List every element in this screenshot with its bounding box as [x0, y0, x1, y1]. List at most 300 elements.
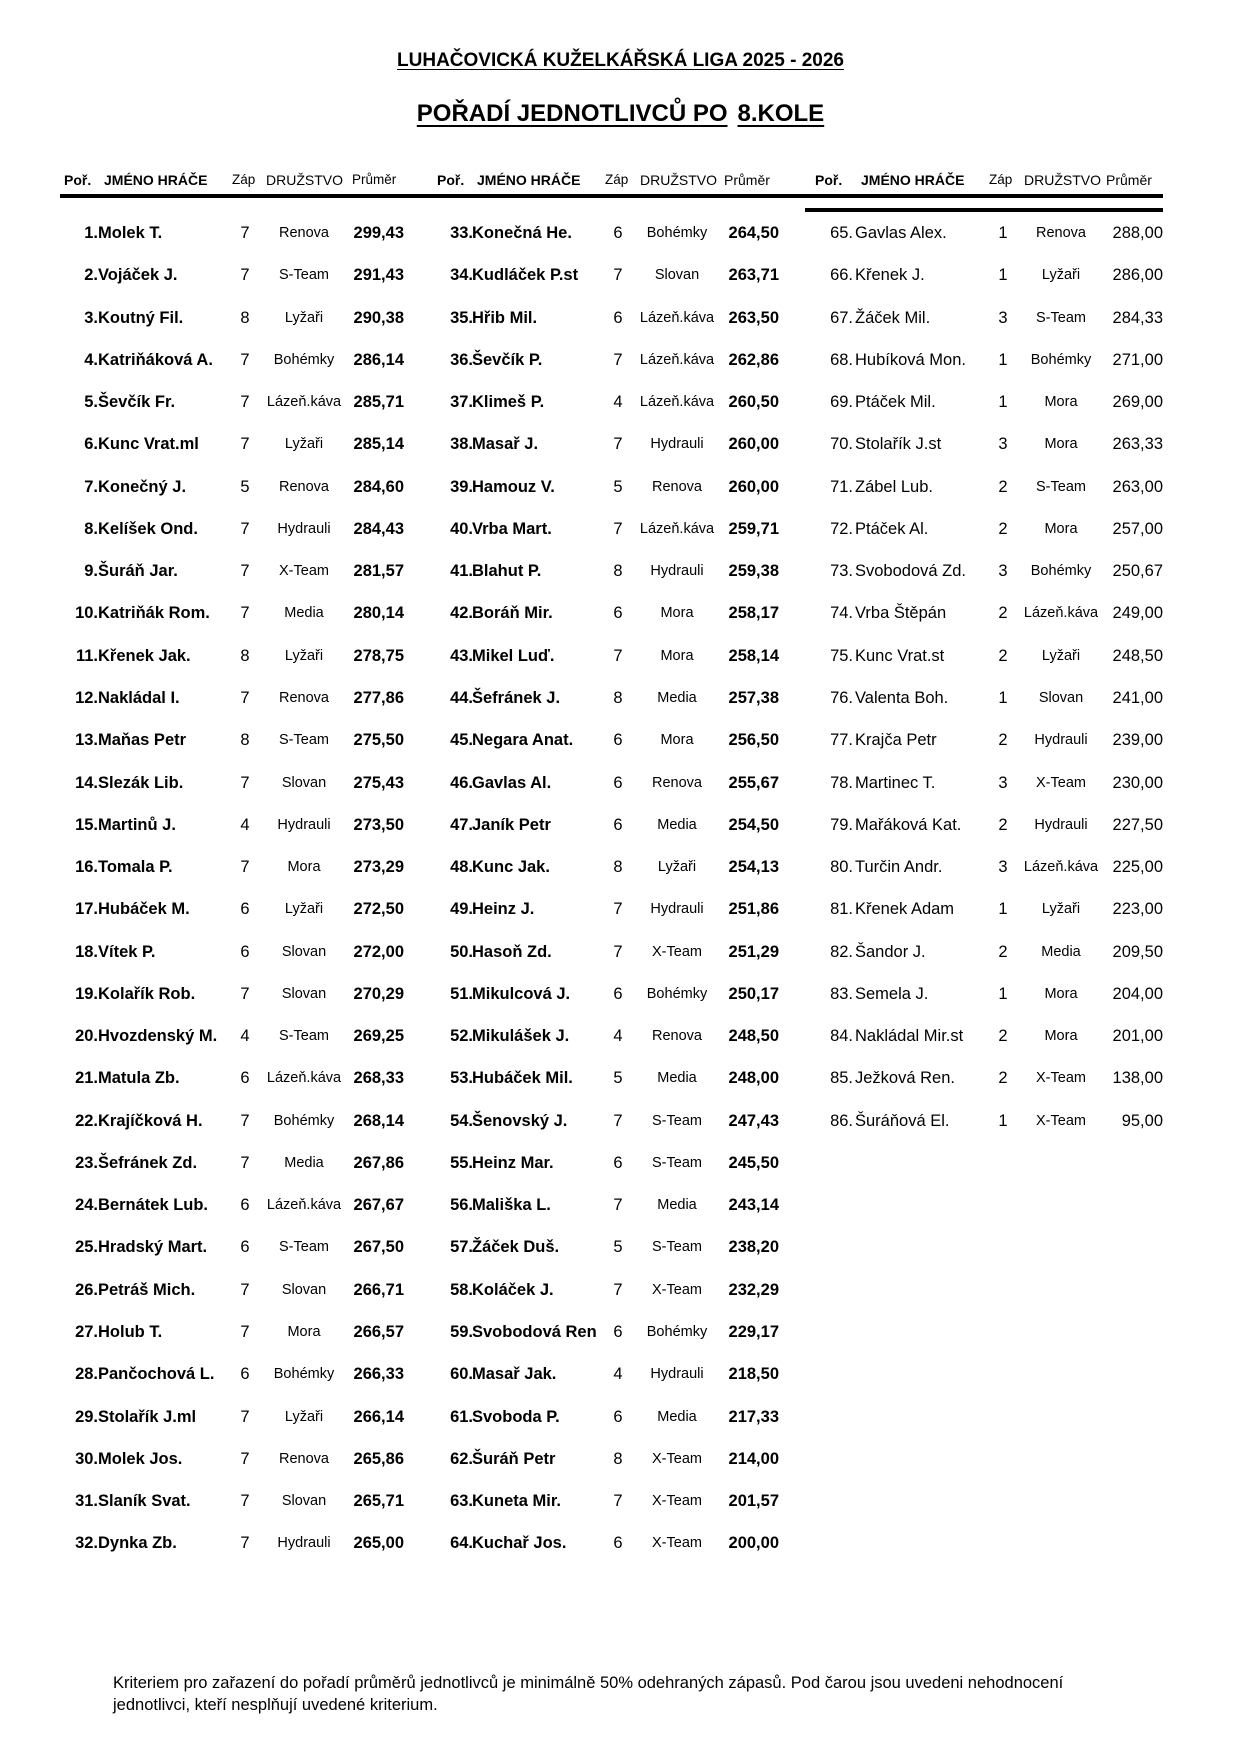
player-name: Valenta Boh.	[855, 688, 949, 707]
player-name: Masař Jak.	[472, 1365, 557, 1384]
games-played: 2	[998, 942, 1008, 961]
average-score: 254,50	[728, 815, 779, 834]
player-name: Hubíková Mon.	[855, 350, 966, 369]
team-name: Lyžaři	[1041, 267, 1081, 284]
average-score: 258,14	[728, 646, 779, 665]
average-score: 248,50	[1112, 646, 1163, 665]
player-name: Hvozdenský M.	[98, 1027, 218, 1046]
team-name: Mora	[287, 859, 321, 876]
player-name: Koutný Fil.	[98, 308, 184, 327]
team-name: Lázeň.káva	[639, 394, 715, 411]
average-score: 248,00	[728, 1069, 779, 1088]
player-name: Mikulášek J.	[472, 1027, 570, 1046]
rank-cell: 63.	[450, 1492, 473, 1511]
header-games-col2: Záp	[605, 172, 629, 187]
average-score: 265,71	[353, 1492, 404, 1511]
team-name: Mora	[660, 605, 694, 622]
team-name: Lázeň.káva	[266, 394, 342, 411]
games-played: 4	[613, 1027, 623, 1046]
average-score: 272,00	[353, 942, 404, 961]
rank-cell: 24.	[75, 1196, 98, 1215]
player-name: Molek Jos.	[98, 1449, 183, 1468]
average-score: 268,14	[353, 1111, 404, 1130]
team-name: Bohémky	[273, 1112, 335, 1129]
team-name: Slovan	[654, 267, 700, 284]
average-score: 254,13	[728, 858, 779, 877]
player-name: Ptáček Al.	[855, 519, 929, 538]
rank-cell: 54.	[450, 1111, 473, 1130]
player-name: Turčin Andr.	[855, 858, 943, 877]
player-name: Hubáček M.	[98, 900, 190, 919]
games-played: 6	[240, 1069, 250, 1088]
player-name: Šuráňová El.	[855, 1111, 950, 1130]
player-name: Matula Zb.	[98, 1069, 180, 1088]
team-name: Lázeň.káva	[639, 520, 715, 537]
rank-cell: 55.	[450, 1153, 473, 1172]
rank-cell: 38.	[450, 435, 473, 454]
rank-cell: 37.	[450, 393, 473, 412]
rank-cell: 2.	[84, 266, 98, 285]
team-name: X-Team	[1036, 1070, 1086, 1087]
average-score: 265,00	[353, 1534, 404, 1553]
team-name: Media	[1041, 943, 1081, 960]
rank-cell: 13.	[75, 731, 98, 750]
player-name: Kunc Vrat.ml	[98, 435, 199, 454]
rank-cell: 44.	[450, 688, 473, 707]
player-name: Mališka L.	[472, 1196, 551, 1215]
average-score: 250,17	[728, 984, 779, 1003]
team-name: Hydrauli	[1034, 816, 1088, 833]
rank-cell: 39.	[450, 477, 473, 496]
rank-cell: 52.	[450, 1027, 473, 1046]
player-name: Petráš Mich.	[98, 1280, 196, 1299]
team-name: Renova	[652, 774, 702, 791]
player-name: Krajča Petr	[855, 731, 937, 750]
player-name: Kuneta Mir.	[472, 1492, 561, 1511]
games-played: 8	[240, 646, 250, 665]
games-played: 7	[613, 900, 623, 919]
average-score: 251,86	[728, 900, 779, 919]
player-name: Ševčík P.	[472, 350, 543, 369]
player-name: Hradský Mart.	[98, 1238, 208, 1257]
average-score: 271,00	[1112, 350, 1163, 369]
average-score: 260,50	[728, 393, 779, 412]
games-played: 7	[240, 984, 250, 1003]
games-played: 5	[613, 477, 623, 496]
rank-cell: 7.	[84, 477, 98, 496]
page-title	[0, 100, 1241, 128]
team-name: Bohémky	[646, 1324, 708, 1341]
header-team-col2: DRUŽSTVO	[640, 172, 717, 188]
games-played: 5	[613, 1238, 623, 1257]
average-score: 291,43	[353, 266, 404, 285]
average-score: 259,38	[728, 562, 779, 581]
rank-cell: 9.	[84, 562, 98, 581]
average-score: 225,00	[1112, 858, 1163, 877]
games-played: 3	[998, 858, 1008, 877]
player-name: Kunc Jak.	[472, 858, 550, 877]
games-played: 8	[240, 731, 250, 750]
team-name: Renova	[279, 689, 329, 706]
rank-cell: 51.	[450, 984, 473, 1003]
team-name: Lyžaři	[284, 1408, 324, 1425]
average-score: 280,14	[353, 604, 404, 623]
player-name: Šuráň Jar.	[98, 562, 178, 581]
games-played: 3	[998, 435, 1008, 454]
team-name: Bohémky	[273, 1366, 335, 1383]
player-name: Kelíšek Ond.	[98, 519, 198, 538]
player-name: Heinz Mar.	[472, 1153, 554, 1172]
rank-cell: 81.	[830, 900, 853, 919]
games-played: 1	[998, 1111, 1008, 1130]
rank-cell: 40.	[450, 519, 473, 538]
games-played: 6	[613, 731, 623, 750]
games-played: 6	[613, 815, 623, 834]
average-score: 281,57	[353, 562, 404, 581]
games-played: 1	[998, 900, 1008, 919]
team-name: Slovan	[281, 1493, 327, 1510]
games-played: 7	[240, 435, 250, 454]
rank-cell: 49.	[450, 900, 473, 919]
games-played: 6	[240, 900, 250, 919]
player-name: Šefránek J.	[472, 688, 561, 707]
team-name: Media	[657, 1197, 697, 1214]
games-played: 1	[998, 984, 1008, 1003]
team-name: S-Team	[279, 1028, 329, 1045]
player-name: Vojáček J.	[98, 266, 178, 285]
games-played: 6	[613, 1323, 623, 1342]
games-played: 7	[240, 1492, 250, 1511]
team-name: Mora	[660, 647, 694, 664]
games-played: 8	[613, 688, 623, 707]
rank-cell: 12.	[75, 688, 98, 707]
team-name: S-Team	[279, 1239, 329, 1256]
games-played: 7	[613, 1280, 623, 1299]
player-name: Konečná He.	[472, 224, 572, 242]
team-name: Slovan	[1038, 689, 1084, 706]
team-name: Lázeň.káva	[1023, 605, 1099, 622]
rank-cell: 75.	[830, 646, 853, 665]
rank-cell: 47.	[450, 815, 473, 834]
games-played: 7	[613, 1111, 623, 1130]
rank-cell: 72.	[830, 519, 853, 538]
team-name: X-Team	[652, 1450, 702, 1467]
team-name: X-Team	[652, 1493, 702, 1510]
games-played: 7	[613, 942, 623, 961]
player-name: Šefránek Zd.	[98, 1153, 198, 1172]
average-score: 245,50	[728, 1153, 779, 1172]
rank-cell: 14.	[75, 773, 98, 792]
rank-cell: 17.	[75, 900, 98, 919]
team-name: Media	[657, 1408, 697, 1425]
games-played: 7	[240, 1111, 250, 1130]
rank-cell: 80.	[830, 858, 853, 877]
games-played: 6	[240, 1196, 250, 1215]
team-name: Lyžaři	[284, 309, 324, 326]
player-name: Šenovský J.	[472, 1111, 568, 1130]
team-name: X-Team	[652, 1535, 702, 1552]
rank-cell: 82.	[830, 942, 853, 961]
games-played: 6	[240, 1238, 250, 1257]
games-played: 6	[613, 773, 623, 792]
rank-cell: 60.	[450, 1365, 473, 1384]
player-name: Kolařík Rob.	[98, 984, 196, 1003]
average-score: 269,25	[353, 1027, 404, 1046]
team-name: Media	[657, 689, 697, 706]
average-score: 273,29	[353, 858, 404, 877]
player-name: Krajíčková H.	[98, 1111, 203, 1130]
average-score: 238,20	[728, 1238, 779, 1257]
games-played: 6	[613, 984, 623, 1003]
team-name: Bohémky	[646, 225, 708, 241]
games-played: 7	[240, 393, 250, 412]
player-name: Vrba Mart.	[472, 519, 552, 538]
rank-cell: 73.	[830, 562, 853, 581]
player-name: Blahut P.	[472, 562, 542, 581]
header-rank-col3: Poř.	[815, 172, 843, 188]
team-name: Bohémky	[273, 351, 335, 368]
rank-cell: 31.	[75, 1492, 98, 1511]
average-score: 284,43	[353, 519, 404, 538]
rank-cell: 57.	[450, 1238, 473, 1257]
player-name: Svoboda P.	[472, 1407, 560, 1426]
average-score: 201,57	[728, 1492, 779, 1511]
player-name: Zábel Lub.	[855, 477, 933, 496]
games-played: 2	[998, 1027, 1008, 1046]
rank-cell: 28.	[75, 1365, 98, 1384]
games-played: 7	[240, 604, 250, 623]
rank-cell: 41.	[450, 562, 473, 581]
header-games-col3: Záp	[989, 172, 1013, 187]
header-name-col1: JMÉNO HRÁČE	[104, 172, 208, 188]
team-name: Lázeň.káva	[266, 1197, 342, 1214]
team-name: Media	[657, 1070, 697, 1087]
team-name: Media	[657, 816, 697, 833]
rank-cell: 8.	[84, 519, 98, 538]
average-score: 286,14	[353, 350, 404, 369]
rank-cell: 62.	[450, 1449, 473, 1468]
average-score: 217,33	[728, 1407, 779, 1426]
player-name: Ježková Ren.	[855, 1069, 955, 1088]
team-name: Media	[284, 1154, 324, 1171]
team-name: Hydrauli	[650, 1366, 704, 1383]
games-played: 7	[613, 646, 623, 665]
player-name: Gavlas Alex.	[855, 224, 947, 242]
games-played: 2	[998, 519, 1008, 538]
games-played: 7	[240, 224, 250, 242]
team-name: Mora	[287, 1324, 321, 1341]
rank-cell: 16.	[75, 858, 98, 877]
player-name: Kunc Vrat.st	[855, 646, 945, 665]
rank-cell: 11.	[75, 646, 98, 665]
team-name: S-Team	[652, 1112, 702, 1129]
games-played: 7	[240, 1407, 250, 1426]
average-score: 270,29	[353, 984, 404, 1003]
player-name: Mikulcová J.	[472, 984, 571, 1003]
average-score: 264,50	[728, 224, 779, 242]
games-played: 2	[998, 1069, 1008, 1088]
player-name: Stolařík J.ml	[98, 1407, 197, 1426]
games-played: 5	[240, 477, 250, 496]
rank-cell: 66.	[830, 266, 853, 285]
player-name: Boráň Mir.	[472, 604, 553, 623]
rank-cell: 10.	[75, 604, 98, 623]
team-name: Hydrauli	[1034, 732, 1088, 749]
rank-cell: 79.	[830, 815, 853, 834]
games-played: 7	[613, 519, 623, 538]
games-played: 2	[998, 815, 1008, 834]
team-name: Renova	[1036, 225, 1086, 241]
player-name: Mařáková Kat.	[855, 815, 962, 834]
rank-cell: 6.	[84, 435, 98, 454]
average-score: 258,17	[728, 604, 779, 623]
average-score: 299,43	[353, 224, 404, 242]
games-played: 4	[613, 1365, 623, 1384]
games-played: 8	[613, 858, 623, 877]
team-name: Mora	[660, 732, 694, 749]
player-name: Bernátek Lub.	[98, 1196, 209, 1215]
average-score: 269,00	[1112, 393, 1163, 412]
games-played: 6	[240, 1365, 250, 1384]
average-score: 272,50	[353, 900, 404, 919]
average-score: 229,17	[728, 1323, 779, 1342]
games-played: 3	[998, 308, 1008, 327]
rank-cell: 34.	[450, 266, 473, 285]
rank-cell: 76.	[830, 688, 853, 707]
rank-cell: 65.	[830, 224, 853, 242]
team-name: S-Team	[652, 1154, 702, 1171]
games-played: 7	[240, 562, 250, 581]
games-played: 1	[998, 350, 1008, 369]
rank-cell: 30.	[75, 1449, 98, 1468]
player-name: Molek T.	[98, 224, 163, 242]
games-played: 5	[613, 1069, 623, 1088]
team-name: Renova	[279, 225, 329, 241]
team-name: Media	[284, 605, 324, 622]
games-played: 7	[240, 350, 250, 369]
rank-cell: 23.	[75, 1153, 98, 1172]
player-name: Svobodová Ren	[472, 1323, 597, 1342]
player-name: Mikel Luď.	[472, 646, 555, 665]
team-name: Bohémky	[646, 985, 708, 1002]
team-name: Lyžaři	[657, 859, 697, 876]
team-name: Lázeň.káva	[639, 351, 715, 368]
team-name: Lázeň.káva	[266, 1070, 342, 1087]
player-name: Šandor J.	[855, 942, 926, 961]
average-score: 248,50	[728, 1027, 779, 1046]
rank-cell: 74.	[830, 604, 853, 623]
league-title: LUHAČOVICKÁ KUŽELKÁŘSKÁ LIGA 2025 - 2026	[397, 50, 844, 71]
average-score: 232,29	[728, 1280, 779, 1299]
header-rank-col2: Poř.	[437, 172, 465, 188]
player-name: Slaník Svat.	[98, 1492, 191, 1511]
team-name: Mora	[1044, 394, 1078, 411]
average-score: 285,71	[353, 393, 404, 412]
header-name-col3: JMÉNO HRÁČE	[861, 172, 965, 188]
header-rule	[60, 194, 1163, 198]
games-played: 8	[613, 1449, 623, 1468]
average-score: 250,67	[1112, 562, 1163, 581]
games-played: 8	[613, 562, 623, 581]
header-name-col2: JMÉNO HRÁČE	[477, 172, 581, 188]
average-score: 275,50	[353, 731, 404, 750]
games-played: 7	[613, 266, 623, 285]
games-played: 2	[998, 477, 1008, 496]
average-score: 277,86	[353, 688, 404, 707]
games-played: 8	[240, 308, 250, 327]
games-played: 1	[998, 393, 1008, 412]
team-name: X-Team	[652, 1281, 702, 1298]
average-score: 262,86	[728, 350, 779, 369]
team-name: Mora	[1044, 985, 1078, 1002]
average-score: 241,00	[1112, 688, 1163, 707]
player-name: Kuchař Jos.	[472, 1534, 567, 1553]
rank-cell: 83.	[830, 984, 853, 1003]
games-played: 7	[240, 858, 250, 877]
player-name: Klimeš P.	[472, 393, 545, 412]
rank-cell: 3.	[84, 308, 98, 327]
average-score: 260,00	[728, 477, 779, 496]
games-played: 7	[240, 1323, 250, 1342]
player-name: Katriňák Rom.	[98, 604, 210, 623]
games-played: 6	[613, 1153, 623, 1172]
games-played: 7	[613, 350, 623, 369]
rank-cell: 78.	[830, 773, 853, 792]
average-score: 266,14	[353, 1407, 404, 1426]
average-score: 239,00	[1112, 731, 1163, 750]
games-played: 7	[613, 435, 623, 454]
average-score: 263,50	[728, 308, 779, 327]
rank-cell: 71.	[830, 477, 853, 496]
rank-cell: 27.	[75, 1323, 98, 1342]
rank-cell: 85.	[830, 1069, 853, 1088]
average-score: 263,33	[1112, 435, 1163, 454]
rank-cell: 45.	[450, 731, 473, 750]
team-name: X-Team	[1036, 774, 1086, 791]
rank-cell: 25.	[75, 1238, 98, 1257]
team-name: Bohémky	[1030, 563, 1092, 580]
rank-cell: 43.	[450, 646, 473, 665]
team-name: Hydrauli	[650, 563, 704, 580]
average-score: 201,00	[1112, 1027, 1163, 1046]
games-played: 1	[998, 266, 1008, 285]
player-name: Křenek J.	[855, 266, 925, 285]
average-score: 263,71	[728, 266, 779, 285]
team-name: Hydrauli	[277, 816, 331, 833]
player-name: Nakládal I.	[98, 688, 180, 707]
average-score: 267,50	[353, 1238, 404, 1257]
team-name: Lyžaři	[284, 901, 324, 918]
player-name: Šuráň Petr	[472, 1449, 556, 1468]
team-name: Mora	[1044, 436, 1078, 453]
criteria-note: Kriteriem pro zařazení do pořadí průměrů jednotlivců je minimálně 50% odehraných zápasů. Pod čarou jsou uvedeni nehodnocení jednotlivci, kteří nesplňují uvedené kriterium.	[113, 1674, 1064, 1714]
games-played: 7	[240, 519, 250, 538]
games-played: 3	[998, 562, 1008, 581]
team-name: Lyžaři	[1041, 647, 1081, 664]
games-played: 6	[613, 1407, 623, 1426]
round-label: 8.KOLE	[737, 100, 825, 127]
rank-cell: 15.	[75, 815, 98, 834]
player-name: Svobodová Zd.	[855, 562, 966, 581]
rank-cell: 5.	[84, 393, 98, 412]
rank-cell: 48.	[450, 858, 473, 877]
games-played: 7	[240, 773, 250, 792]
average-score: 284,60	[353, 477, 404, 496]
player-name: Koláček J.	[472, 1280, 554, 1299]
rank-cell: 58.	[450, 1280, 473, 1299]
player-name: Tomala P.	[98, 858, 173, 877]
rank-cell: 22.	[75, 1111, 98, 1130]
